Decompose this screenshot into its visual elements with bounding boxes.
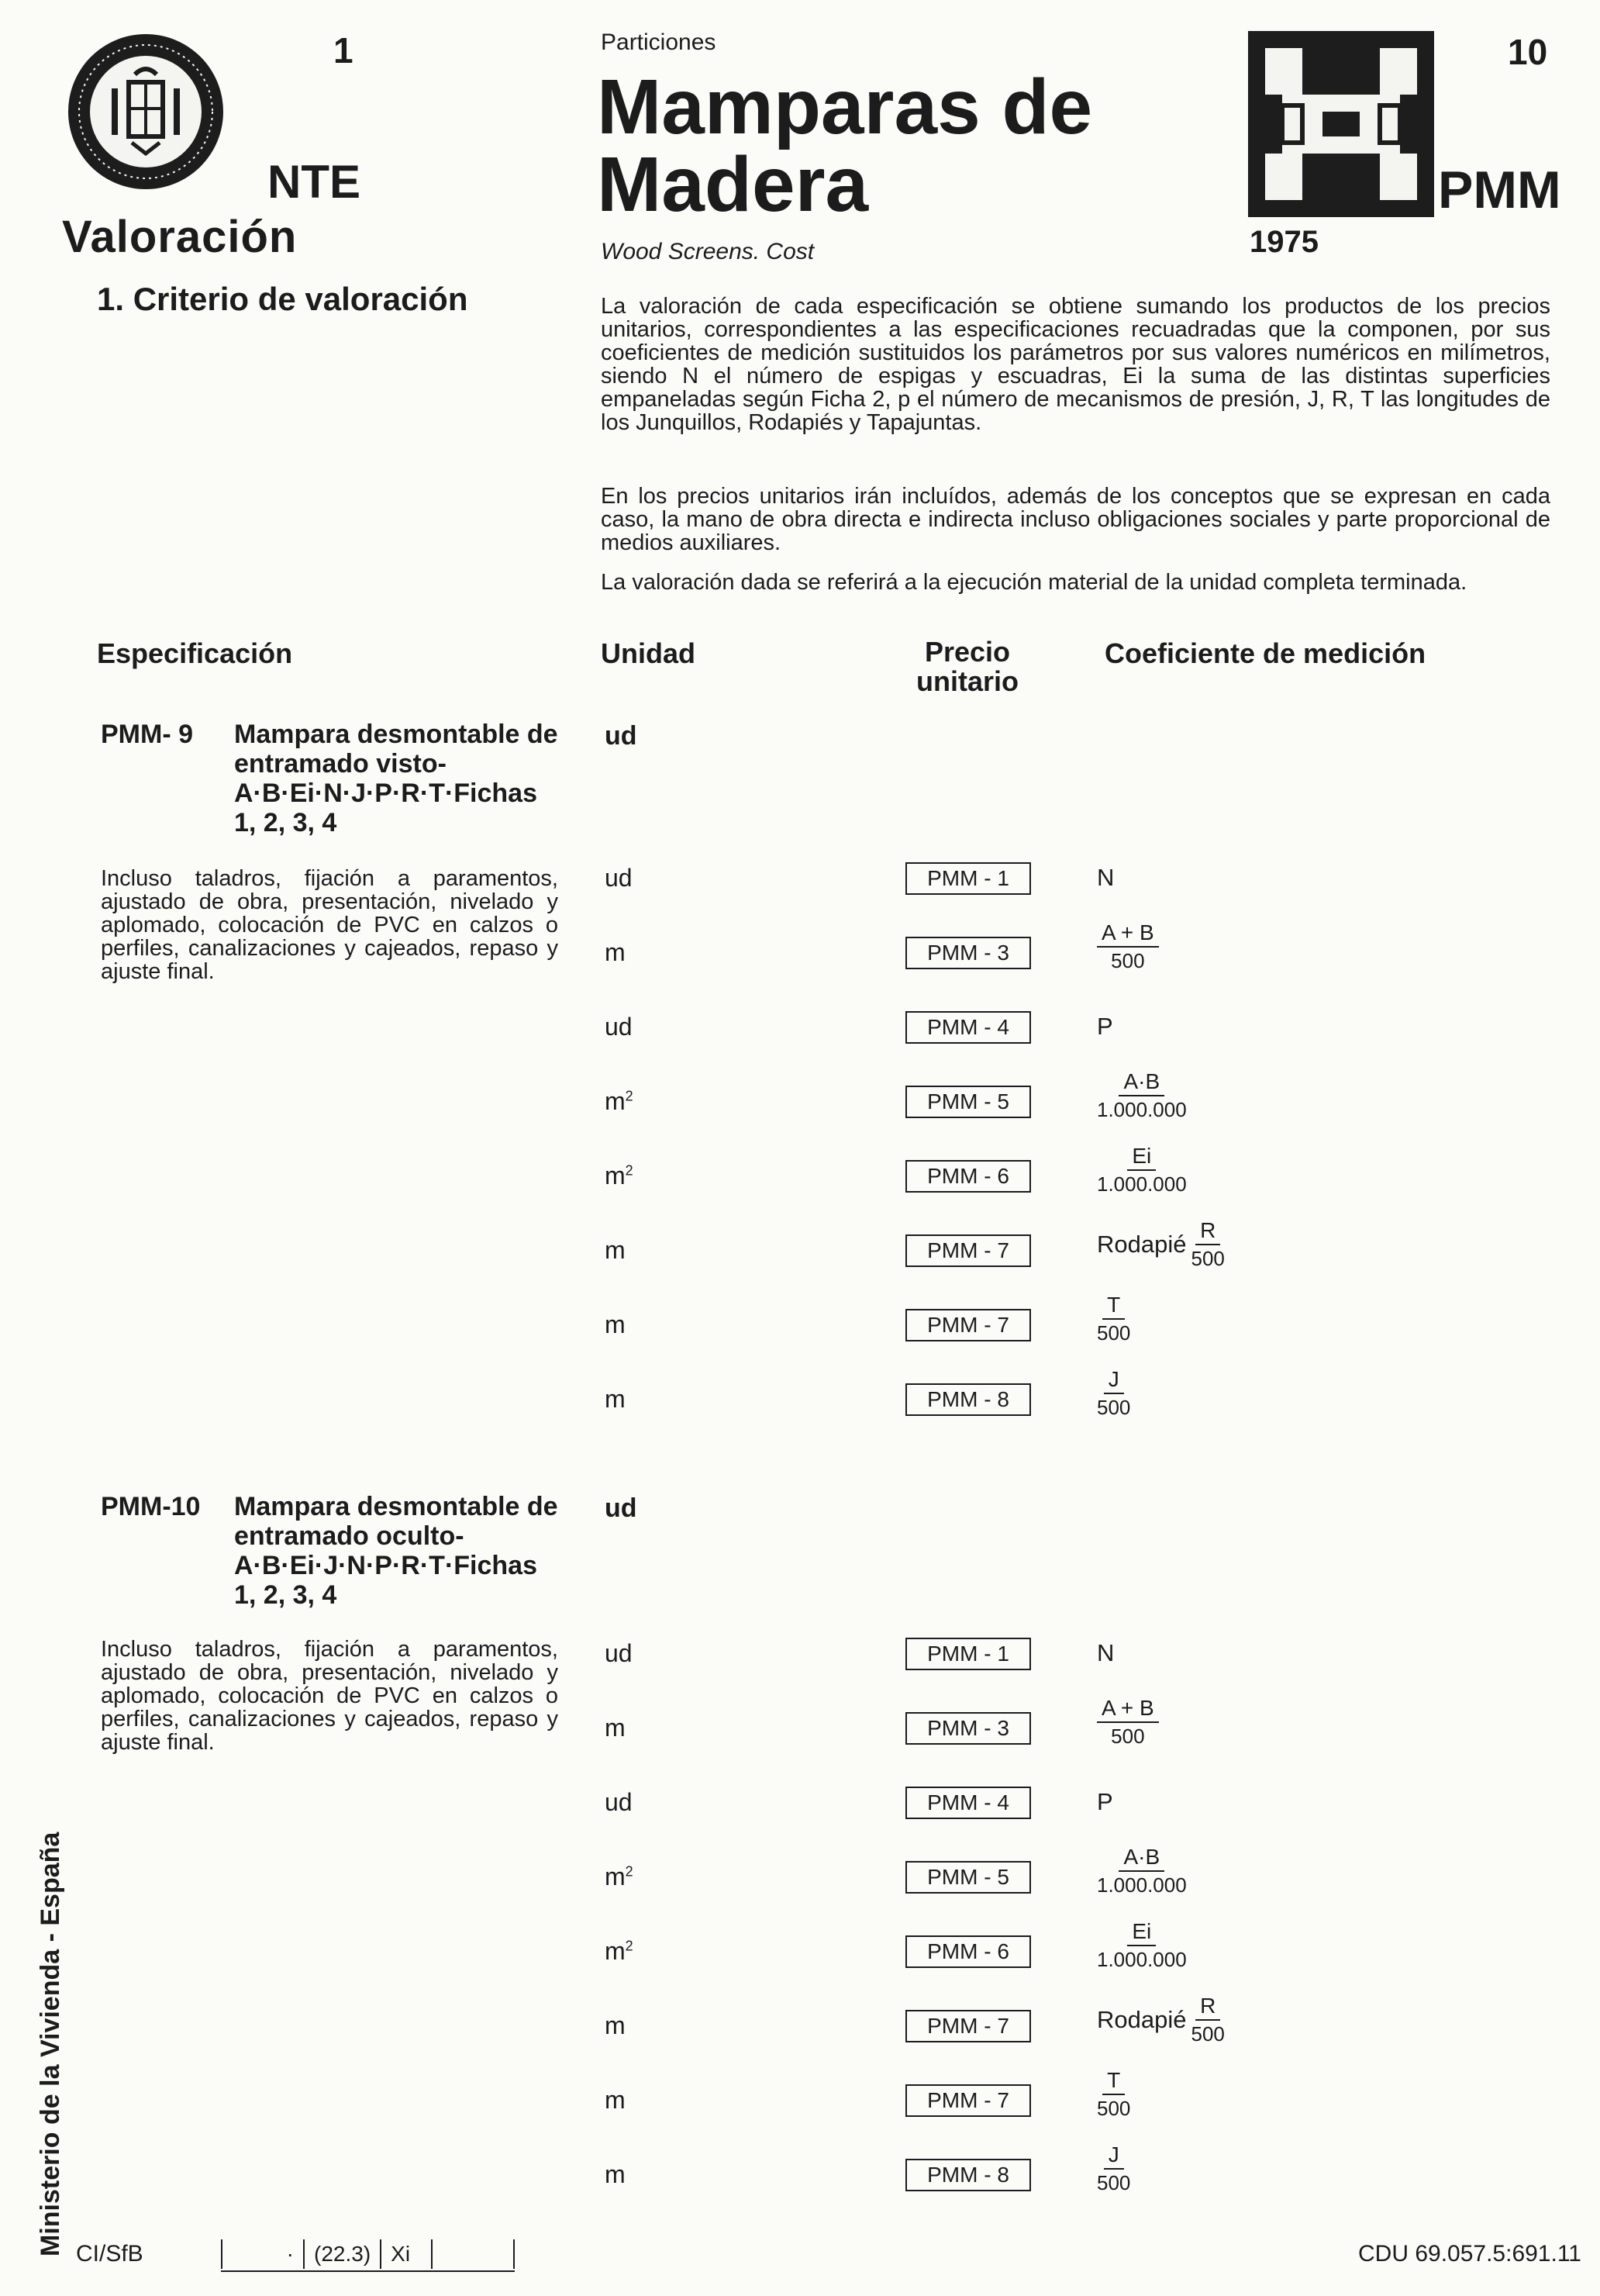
coefficient-fraction [1097, 920, 1159, 974]
fraction-numerator: Ei [1127, 1143, 1156, 1171]
fraction-denominator: 500 [1097, 1321, 1131, 1345]
intro-paragraph: La valoración dada se referirá a la ejecución material de la unidad completa terminada. [601, 570, 1467, 595]
row-unit [605, 1310, 626, 1339]
measurement-coefficient [1097, 1993, 1225, 2047]
intro-paragraph: La valoración de cada especificación se obtiene sumando los productos de los precios unitarios, correspondientes a las especificaciones recuadradas que la componen, por sus coeficientes de medición sustituidos los parámetros por sus valores numéricos en milímetros, siendo N el número de espigas y escuadras, Ei la suma de las distintas superficies empaneladas según Ficha 2, p el número de mecanismos de presión, J, R, T las longitudes de los Junquillos, Rodapiés y Tapajuntas. [601, 294, 1550, 435]
row-unit [605, 1788, 633, 1817]
cisfb-label: CI/SfB [76, 2241, 143, 2267]
fraction-denominator: 500 [1191, 1247, 1225, 1270]
spec-id: PMM-10 [101, 1492, 201, 1521]
spec-name: Mampara desmontable de entramado visto-A·B·Ei·N·J·P·R·T·Fichas 1, 2, 3, 4 [234, 720, 558, 837]
measurement-coefficient [1097, 2067, 1130, 2122]
row-unit-text: m [605, 1937, 626, 1965]
spec-id: PMM- 9 [101, 720, 193, 749]
coefficient-symbol: N [1097, 1639, 1115, 1666]
row-unit-text: m [605, 2011, 626, 2039]
fraction-numerator: Ei [1127, 1918, 1156, 1946]
page-title-line1: Mamparas de [597, 64, 1093, 150]
fraction-denominator: 1.000.000 [1097, 1172, 1187, 1196]
coefficient-symbol: P [1097, 1013, 1113, 1040]
unit-price-ref: PMM - 1 [905, 1638, 1031, 1670]
english-subtitle: Wood Screens. Cost [601, 239, 815, 264]
pmm-logo [1248, 31, 1434, 217]
row-unit [605, 1162, 633, 1190]
measurement-coefficient [1097, 1918, 1187, 1973]
ministry-seal [68, 34, 223, 189]
measurement-coefficient [1097, 1069, 1187, 1123]
row-unit [605, 1013, 633, 1041]
measurement-coefficient [1097, 1788, 1113, 1816]
coefficient-fraction [1097, 1366, 1130, 1421]
coefficient-fraction [1097, 1069, 1187, 1123]
row-unit-text: ud [605, 1639, 633, 1667]
unit-price-ref: PMM - 5 [905, 1861, 1031, 1894]
page-title-line2: Madera [597, 141, 869, 228]
fraction-denominator: 1.000.000 [1097, 1098, 1187, 1121]
sheet-number: 1 [333, 30, 353, 71]
spec-title-pmm-10 [101, 1492, 566, 1610]
row-unit [605, 1385, 626, 1414]
measurement-coefficient [1097, 1366, 1130, 1421]
measurement-coefficient [1097, 1639, 1114, 1667]
coefficient-fraction [1097, 1844, 1187, 1898]
coefficient-fraction [1097, 2067, 1130, 2122]
row-unit [605, 1236, 626, 1265]
row-unit [605, 1639, 633, 1668]
spec-description: Incluso taladros, fijación a paramentos, ajustado de obra, presentación, nivelado y aplomado, colocación de PVC en calzos o perfiles, canalizaciones y cajeados, repaso y ajuste final. [101, 1637, 558, 1755]
column-header-coef: Coeficiente de medición [1105, 637, 1426, 669]
unit-price-ref: PMM - 4 [905, 1787, 1031, 1819]
intro-paragraph: En los precios unitarios irán incluídos, además de los conceptos que se expresan en cada caso, la mano de obra directa e indirecta incluso obligaciones sociales y parte proporcional de medios auxiliares. [601, 484, 1550, 555]
column-header-price [902, 637, 1033, 696]
coefficient-fraction [1191, 1993, 1224, 2047]
fraction-denominator: 500 [1097, 2171, 1131, 2194]
category-label: Particiones [601, 29, 716, 55]
classification-box [221, 2239, 515, 2272]
fraction-numerator: A·B [1119, 1844, 1164, 1872]
unit-price-ref: PMM - 7 [905, 1234, 1031, 1267]
fraction-denominator: 1.000.000 [1097, 1873, 1187, 1897]
measurement-coefficient [1097, 2142, 1130, 2196]
row-unit [605, 2160, 626, 2189]
spec-title-pmm-9 [101, 720, 566, 837]
coefficient-fraction [1097, 1695, 1159, 1749]
spec-unit: ud [605, 1493, 637, 1523]
coefficient-prefix: Rodapié [1097, 1231, 1187, 1258]
fraction-numerator: J [1104, 1366, 1124, 1394]
row-unit-text: ud [605, 864, 633, 892]
coefficient-prefix: Rodapié [1097, 2006, 1187, 2033]
spec-description: Incluso taladros, fijación a paramentos, ajustado de obra, presentación, nivelado y aplomado, colocación de PVC en calzos o perfiles, canalizaciones y cajeados, repaso y ajuste final. [101, 866, 558, 984]
unit-price-ref: PMM - 4 [905, 1011, 1031, 1044]
row-unit-text: m [605, 1714, 626, 1742]
coefficient-fraction [1097, 1292, 1130, 1346]
row-unit-text: ud [605, 1013, 633, 1041]
unit-price-ref: PMM - 6 [905, 1935, 1031, 1968]
coefficient-symbol: N [1097, 864, 1115, 891]
coefficient-fraction [1191, 1217, 1224, 1272]
fraction-denominator: 500 [1111, 949, 1145, 972]
row-unit [605, 1714, 626, 1742]
row-unit-text: m [605, 1863, 626, 1890]
document-code: PMM [1438, 161, 1561, 219]
row-unit-exponent: 2 [625, 1938, 633, 1954]
measurement-coefficient [1097, 920, 1159, 974]
price-header-line: Precio [924, 636, 1011, 668]
fraction-numerator: R [1195, 1993, 1220, 2021]
measurement-coefficient [1097, 864, 1114, 892]
fraction-numerator: J [1104, 2142, 1124, 2170]
fraction-denominator: 500 [1097, 1396, 1131, 1419]
fraction-numerator: A + B [1097, 1695, 1159, 1723]
cdu-code: CDU 69.057.5:691.11 [1358, 2241, 1581, 2267]
unit-price-ref: PMM - 5 [905, 1086, 1031, 1118]
measurement-coefficient [1097, 1217, 1225, 1272]
measurement-coefficient [1097, 1143, 1187, 1197]
ministry-vertical-label: Ministerio de la Vivienda - España [36, 1832, 65, 2256]
row-unit-text: m [605, 1310, 626, 1338]
measurement-coefficient [1097, 1013, 1113, 1041]
row-unit-text: m [605, 1236, 626, 1264]
measurement-coefficient [1097, 1695, 1159, 1749]
fraction-denominator: 500 [1191, 2022, 1225, 2046]
coefficient-fraction [1097, 1143, 1187, 1197]
criterion-title: 1. Criterio de valoración [97, 281, 468, 317]
classification-cell [431, 2239, 515, 2269]
unit-price-ref: PMM - 7 [905, 2010, 1031, 2042]
classification-cell: Xi [380, 2239, 431, 2269]
row-unit [605, 1937, 633, 1966]
unit-price-ref: PMM - 7 [905, 1309, 1031, 1341]
fraction-denominator: 500 [1111, 1725, 1145, 1748]
row-unit [605, 2086, 626, 2115]
row-unit [605, 864, 633, 893]
coefficient-symbol: P [1097, 1788, 1113, 1815]
fraction-numerator: A + B [1097, 920, 1159, 948]
row-unit [605, 2011, 626, 2040]
spec-unit: ud [605, 721, 637, 751]
publication-year: 1975 [1250, 225, 1319, 259]
coefficient-fraction [1097, 2142, 1130, 2196]
row-unit-exponent: 2 [625, 1088, 633, 1104]
row-unit-text: m [605, 938, 626, 966]
fraction-numerator: R [1195, 1217, 1220, 1245]
unit-price-ref: PMM - 8 [905, 2159, 1031, 2191]
unit-price-ref: PMM - 8 [905, 1383, 1031, 1416]
fraction-numerator: T [1102, 1292, 1125, 1320]
row-unit [605, 1087, 633, 1116]
row-unit-text: ud [605, 1788, 633, 1816]
coefficient-fraction [1097, 1918, 1187, 1973]
row-unit-text: m [605, 1385, 626, 1413]
row-unit-text: m [605, 1087, 626, 1115]
column-header-unit: Unidad [601, 637, 695, 669]
row-unit-exponent: 2 [625, 1162, 633, 1179]
price-header-line: unitario [916, 665, 1019, 697]
unit-price-ref: PMM - 1 [905, 862, 1031, 895]
unit-price-ref: PMM - 6 [905, 1160, 1031, 1193]
fraction-denominator: 1.000.000 [1097, 1948, 1187, 1971]
partition-logo-icon [1248, 31, 1434, 217]
seal-emblem-icon [68, 34, 223, 189]
row-unit-text: m [605, 2160, 626, 2188]
fraction-denominator: 500 [1097, 2097, 1131, 2120]
classification-cell: · [221, 2239, 303, 2269]
nte-label: NTE [267, 156, 360, 208]
unit-price-ref: PMM - 3 [905, 1712, 1031, 1745]
row-unit-text: m [605, 2086, 626, 2114]
section-title: Valoración [62, 212, 298, 262]
measurement-coefficient [1097, 1292, 1130, 1346]
row-unit [605, 938, 626, 967]
row-unit-text: m [605, 1162, 626, 1189]
page-number: 10 [1508, 32, 1548, 72]
unit-price-ref: PMM - 7 [905, 2084, 1031, 2117]
classification-cell: (22.3) [303, 2239, 380, 2269]
row-unit [605, 1863, 633, 1891]
row-unit-exponent: 2 [625, 1863, 633, 1880]
measurement-coefficient [1097, 1844, 1187, 1898]
spec-name: Mampara desmontable de entramado oculto-A·B·Ei·J·N·P·R·T·Fichas 1, 2, 3, 4 [234, 1492, 558, 1610]
column-header-spec: Especificación [97, 637, 293, 669]
unit-price-ref: PMM - 3 [905, 937, 1031, 969]
fraction-numerator: T [1102, 2067, 1125, 2095]
fraction-numerator: A·B [1119, 1069, 1164, 1096]
